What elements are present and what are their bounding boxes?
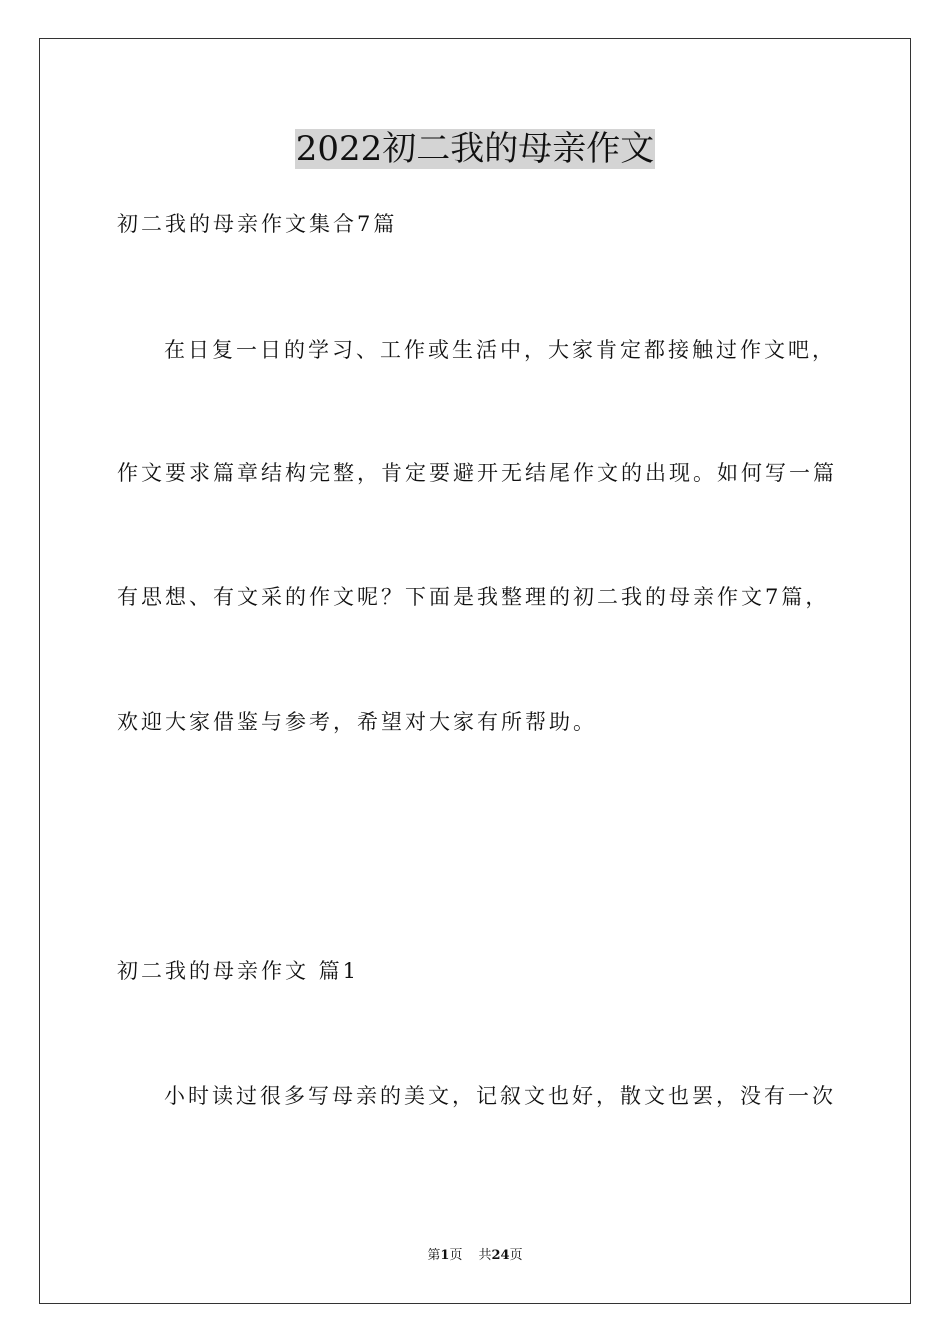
intro-line-4: 欢迎大家借鉴与参考，希望对大家有所帮助。 xyxy=(117,710,597,734)
document-subtitle: 初二我的母亲作文集合7篇 xyxy=(117,212,398,236)
footer-page-number: 1 xyxy=(440,1248,450,1263)
footer-total-suffix: 页 xyxy=(509,1248,523,1263)
document-title xyxy=(0,128,950,170)
intro-line-2: 作文要求篇章结构完整，肯定要避开无结尾作文的出现。如何写一篇 xyxy=(117,461,837,485)
section-paragraph-line-1: 小时读过很多写母亲的美文，记叙文也好，散文也罢，没有一次 xyxy=(164,1084,836,1108)
footer-total-prefix: 共 xyxy=(478,1248,492,1263)
footer-page-suffix: 页 xyxy=(449,1248,463,1263)
document-title-text: 2022初二我的母亲作文 xyxy=(295,129,655,169)
page-footer xyxy=(0,1247,950,1265)
intro-line-1: 在日复一日的学习、工作或生活中，大家肯定都接触过作文吧， xyxy=(164,338,836,362)
footer-total-pages: 24 xyxy=(491,1248,510,1263)
intro-line-3: 有思想、有文采的作文呢？下面是我整理的初二我的母亲作文7篇， xyxy=(117,585,830,609)
footer-page-prefix: 第 xyxy=(427,1248,441,1263)
section-heading: 初二我的母亲作文 篇1 xyxy=(117,959,360,983)
